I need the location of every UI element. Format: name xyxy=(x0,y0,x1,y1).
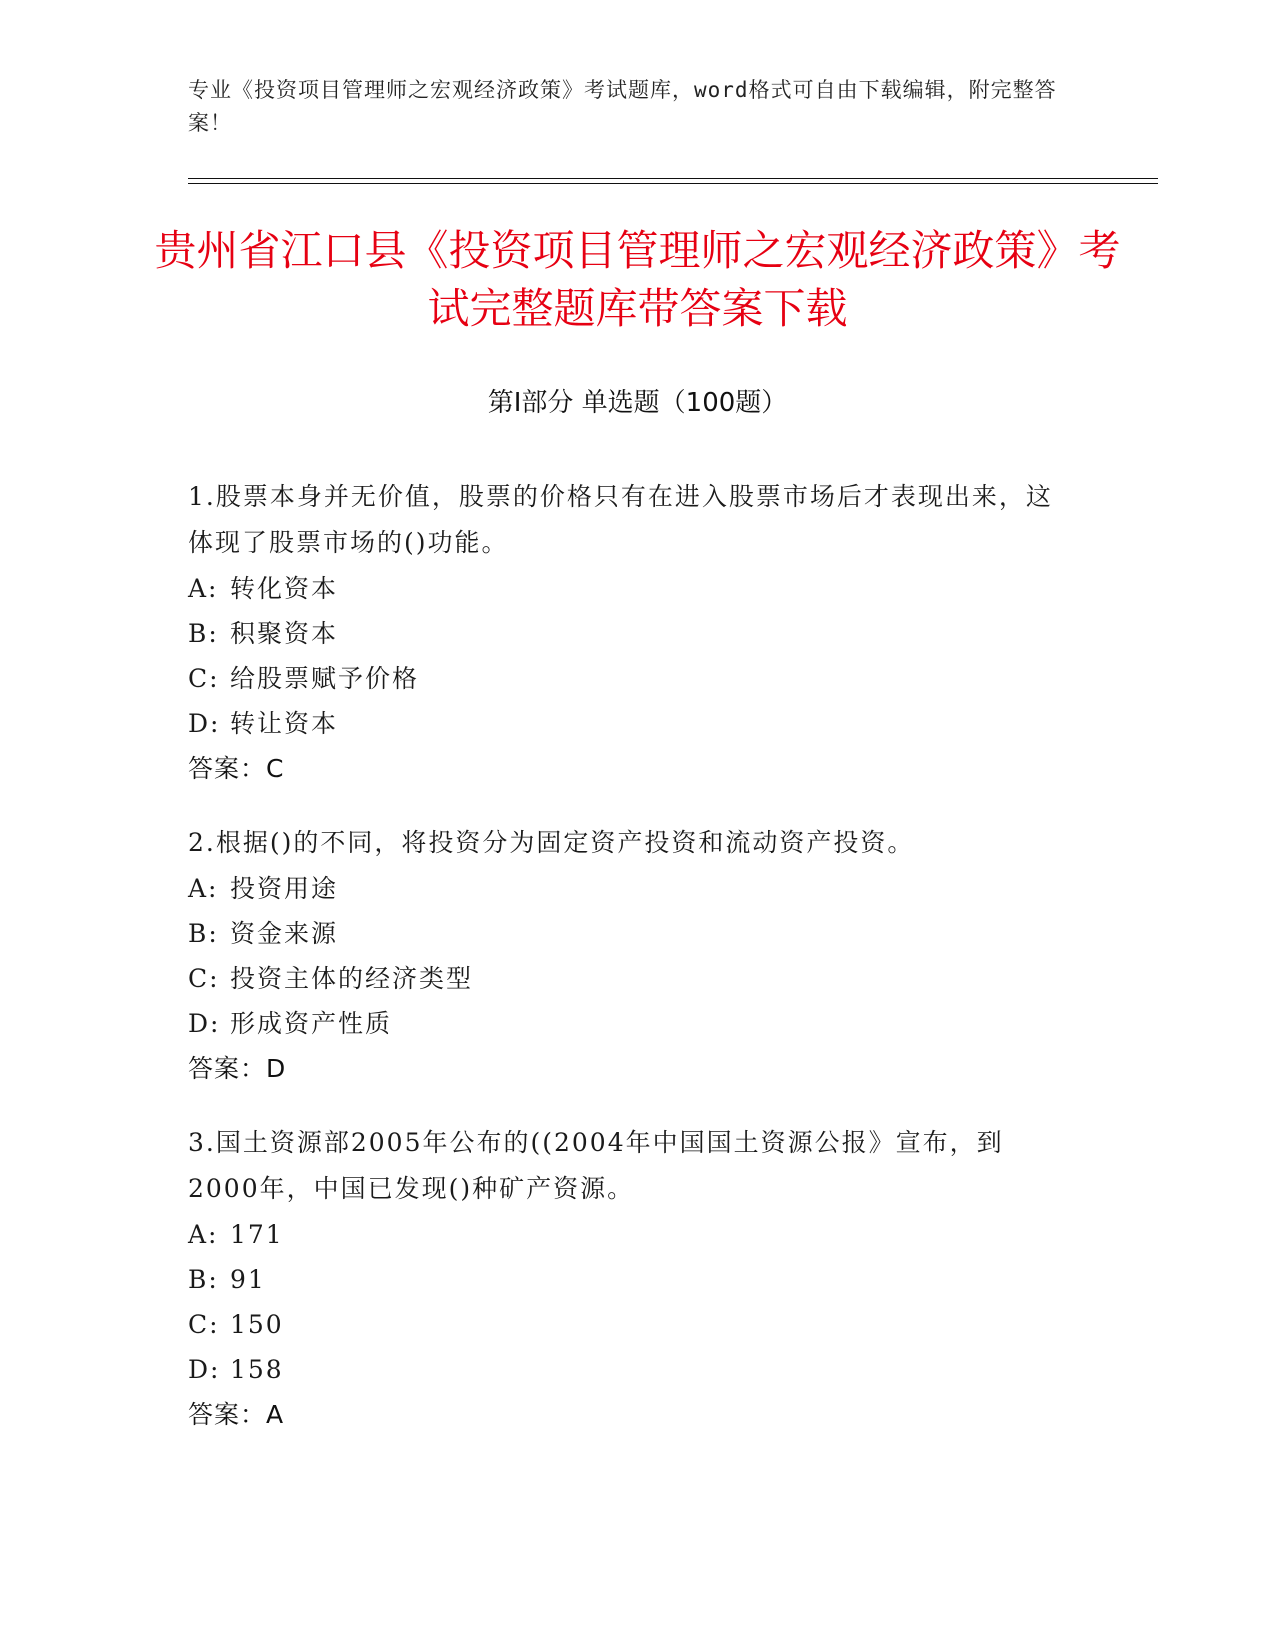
section-heading: 第Ⅰ部分 单选题（100题） xyxy=(487,388,788,418)
document-title: 贵州省江口县《投资项目管理师之宏观经济政策》考试完整题库带答案下载 xyxy=(154,226,1121,333)
option-key: A: xyxy=(188,574,219,603)
header-divider-top xyxy=(188,178,1158,179)
question-text: 1.股票本身并无价值，股票的价格只有在进入股票市场后才表现出来，这体现了股票市场的()功能。 xyxy=(188,482,1053,557)
question-text: 3.国土资源部2005年公布的((2004年中国国土资源公报》宣布，到2000年，中国已发现()种矿产资源。 xyxy=(188,1128,1004,1203)
option-text: 150 xyxy=(230,1310,284,1339)
option-key: C: xyxy=(188,664,220,693)
header-note: 专业《投资项目管理师之宏观经济政策》考试题库，word格式可自由下载编辑，附完整答案！ xyxy=(188,78,1057,135)
option-a xyxy=(188,1212,1068,1257)
answer-line xyxy=(188,746,1068,792)
question-list xyxy=(188,474,1068,1466)
option-c xyxy=(188,656,1068,701)
option-text: 投资用途 xyxy=(230,874,339,903)
option-b xyxy=(188,1257,1068,1302)
option-text: 投资主体的经济类型 xyxy=(230,964,474,993)
answer-value: C xyxy=(266,754,284,783)
option-text: 158 xyxy=(230,1355,284,1384)
option-c xyxy=(188,1302,1068,1347)
option-a xyxy=(188,566,1068,611)
answer-value: D xyxy=(266,1054,286,1083)
answer-label: 答案： xyxy=(188,1400,267,1429)
option-key: B: xyxy=(188,619,219,648)
option-text: 积聚资本 xyxy=(230,619,339,648)
option-text: 171 xyxy=(230,1220,284,1249)
option-key: C: xyxy=(188,964,220,993)
answer-label: 答案： xyxy=(188,1054,267,1083)
option-text: 91 xyxy=(230,1265,266,1294)
option-b xyxy=(188,911,1068,956)
option-key: D: xyxy=(188,1355,221,1384)
option-key: B: xyxy=(188,1265,219,1294)
answer-value: A xyxy=(266,1400,284,1429)
option-d xyxy=(188,701,1068,746)
option-d xyxy=(188,1001,1068,1046)
option-text: 给股票赋予价格 xyxy=(230,664,420,693)
option-key: B: xyxy=(188,919,219,948)
header-divider-bottom xyxy=(188,183,1158,184)
option-key: C: xyxy=(188,1310,220,1339)
option-text: 资金来源 xyxy=(230,919,339,948)
option-key: A: xyxy=(188,1220,219,1249)
answer-line xyxy=(188,1392,1068,1438)
option-d xyxy=(188,1347,1068,1392)
option-text: 转化资本 xyxy=(230,574,339,603)
option-b xyxy=(188,611,1068,656)
option-text: 形成资产性质 xyxy=(230,1009,393,1038)
question-2 xyxy=(188,820,1068,1092)
option-a xyxy=(188,866,1068,911)
question-3 xyxy=(188,1120,1068,1438)
answer-label: 答案： xyxy=(188,754,267,783)
question-text: 2.根据()的不同，将投资分为固定资产投资和流动资产投资。 xyxy=(188,828,915,857)
question-1 xyxy=(188,474,1068,792)
answer-line xyxy=(188,1046,1068,1092)
option-key: A: xyxy=(188,874,219,903)
option-text: 转让资本 xyxy=(230,709,339,738)
option-key: D: xyxy=(188,1009,221,1038)
option-c xyxy=(188,956,1068,1001)
option-key: D: xyxy=(188,709,221,738)
